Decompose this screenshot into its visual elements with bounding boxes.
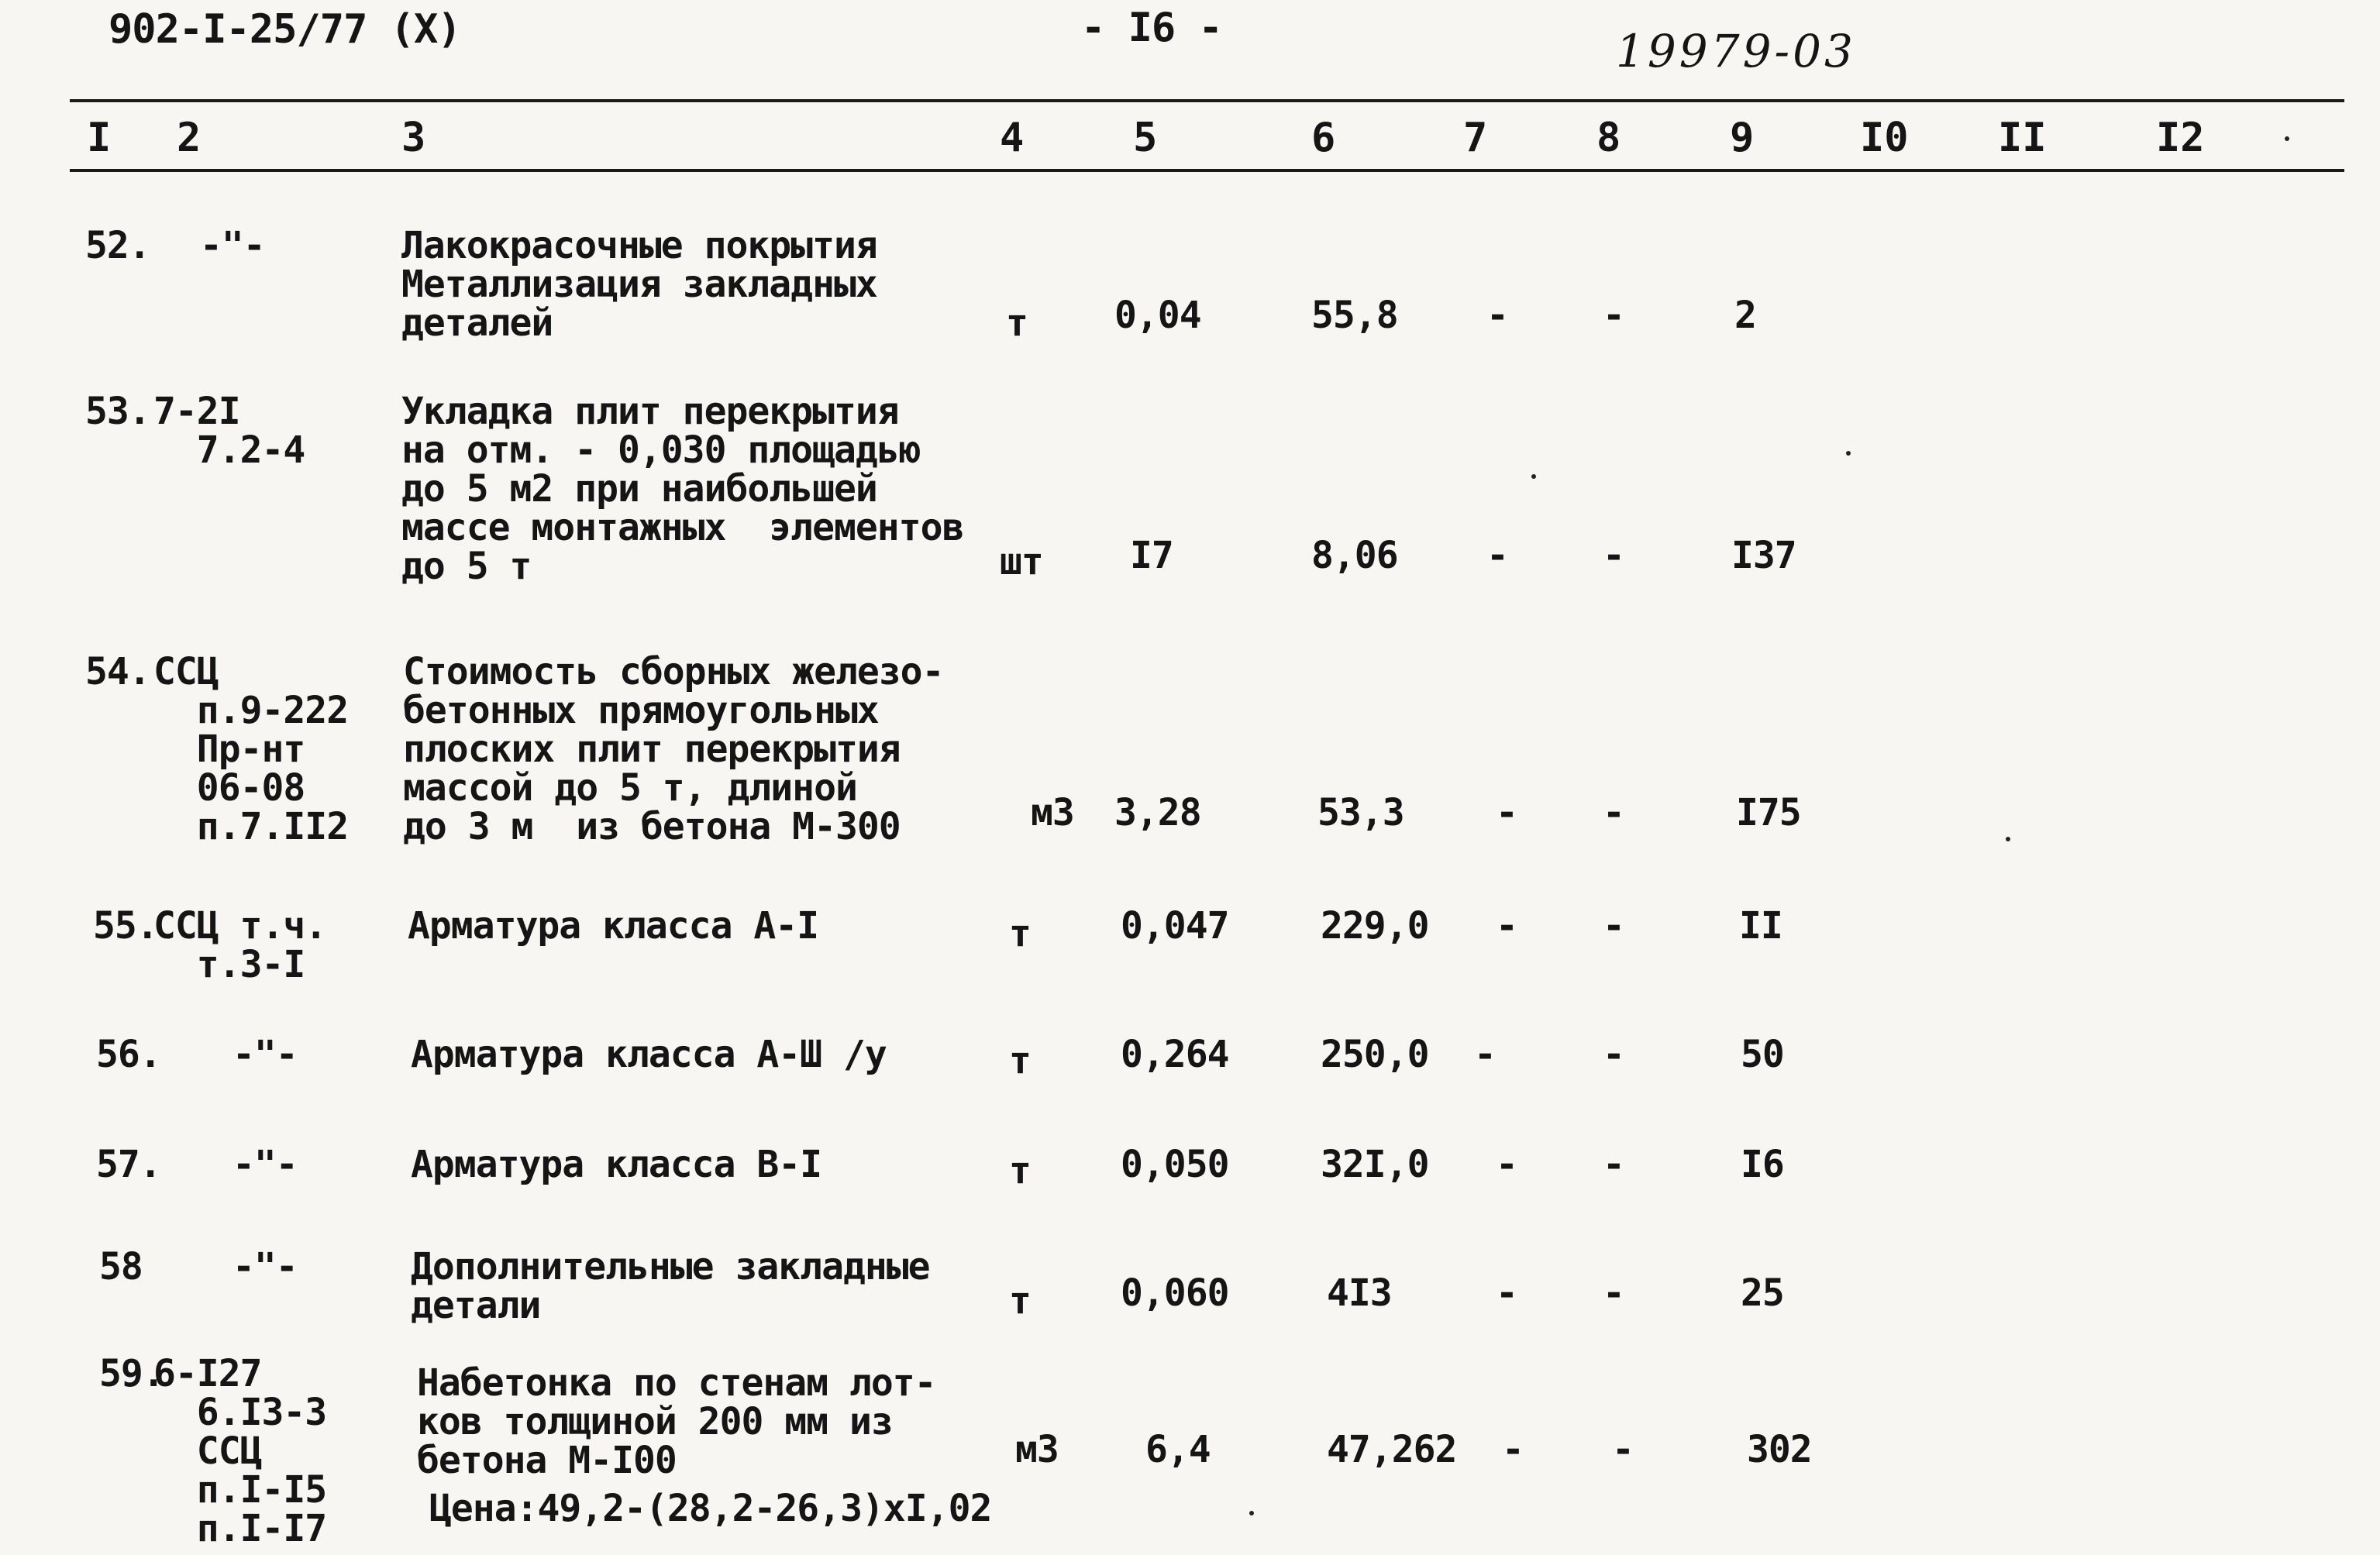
row-59-number: 59.	[99, 1352, 164, 1395]
row-58-col7: -	[1496, 1271, 1517, 1315]
row-57-price: 32I,0	[1321, 1143, 1429, 1186]
row-59-unit: м3	[1015, 1428, 1059, 1471]
header-bottom-rule	[70, 169, 2344, 172]
column-number-5: 5	[1133, 115, 1158, 161]
row-59-price-note: Цена:49,2-(28,2-26,3)хI,02	[429, 1487, 992, 1530]
row-57-description: Арматура класса В-I	[411, 1143, 822, 1186]
scan-speck	[1249, 1511, 1254, 1515]
row-59-description: Набетонка по стенам лот- ков толщиной 200 мм из бетона М-I00	[417, 1361, 936, 1482]
row-54-code: ССЦ п.9-222 Пр-нт 06-08 п.7.II2	[153, 650, 349, 848]
row-53-price: 8,06	[1311, 534, 1398, 577]
row-53-col8: -	[1603, 534, 1624, 577]
row-55-quantity: 0,047	[1121, 904, 1229, 948]
row-54-quantity: 3,28	[1114, 791, 1201, 834]
row-55-col9: II	[1739, 904, 1782, 948]
row-58-code: -"-	[232, 1245, 298, 1288]
row-58-unit: т	[1009, 1279, 1031, 1323]
row-55-code: ССЦ т.ч. т.3-I	[153, 904, 327, 986]
row-59-price: 47,262	[1327, 1428, 1457, 1471]
row-53-col7: -	[1486, 534, 1508, 577]
row-52-number: 52.	[85, 224, 150, 267]
row-54-description: Стоимость сборных железо- бетонных прямоугольных плоских плит перекрытия массой до 5 т, длиной до 3 м из бетона М-300	[403, 650, 944, 848]
row-53-number: 53.	[85, 390, 150, 433]
row-55-col7: -	[1496, 904, 1517, 948]
row-53-unit: шт	[1000, 540, 1043, 583]
row-57-code: -"-	[232, 1143, 298, 1186]
row-55-col8: -	[1603, 904, 1624, 948]
scan-speck	[1531, 474, 1536, 479]
row-56-unit: т	[1009, 1039, 1031, 1082]
row-57-col8: -	[1603, 1143, 1624, 1186]
column-number-10: I0	[1860, 115, 1909, 161]
row-56-number: 56.	[96, 1033, 161, 1076]
column-number-6: 6	[1311, 115, 1336, 161]
row-52-unit: т	[1006, 301, 1028, 345]
row-52-description: Лакокрасочные покрытия Металлизация закладных деталей	[401, 224, 877, 345]
row-56-col9: 50	[1741, 1033, 1784, 1076]
row-52-col7: -	[1486, 294, 1508, 337]
scan-speck	[2006, 837, 2010, 841]
row-54-unit: м3	[1031, 791, 1074, 834]
column-number-7: 7	[1463, 115, 1488, 161]
column-number-1: I	[87, 115, 112, 161]
row-57-quantity: 0,050	[1121, 1143, 1229, 1186]
row-58-description: Дополнительные закладные детали	[411, 1245, 930, 1327]
row-53-code: 7-2I 7.2-4	[153, 390, 305, 472]
row-55-number: 55.	[93, 904, 158, 948]
row-52-col8: -	[1603, 294, 1624, 337]
row-54-price: 53,3	[1317, 791, 1404, 834]
column-number-4: 4	[1000, 115, 1025, 161]
row-52-col9: 2	[1734, 294, 1756, 337]
row-58-quantity: 0,060	[1121, 1271, 1229, 1315]
column-number-3: 3	[401, 115, 426, 161]
row-56-quantity: 0,264	[1121, 1033, 1229, 1076]
scan-speck	[1846, 451, 1851, 456]
row-55-description: Арматура класса А-I	[408, 904, 819, 948]
row-57-col9: I6	[1741, 1143, 1784, 1186]
row-53-description: Укладка плит перекрытия на отм. - 0,030 площадью до 5 м2 при наибольшей массе монтажных элементов до 5 т	[401, 390, 964, 588]
column-number-2: 2	[177, 115, 201, 161]
row-57-unit: т	[1009, 1149, 1031, 1192]
row-56-price: 250,0	[1321, 1033, 1429, 1076]
row-56-col8: -	[1603, 1033, 1624, 1076]
row-58-col8: -	[1603, 1271, 1624, 1315]
column-number-12: I2	[2156, 115, 2205, 161]
document-code: 902-I-25/77 (X)	[108, 6, 461, 53]
row-59-code: 6-I27 6.I3-3 ССЦ п.I-I5 п.I-I7	[153, 1352, 327, 1550]
row-58-number: 58	[99, 1245, 143, 1288]
row-59-quantity: 6,4	[1145, 1428, 1211, 1471]
row-58-col9: 25	[1741, 1271, 1784, 1315]
row-59-col7: -	[1502, 1428, 1524, 1471]
row-53-quantity: I7	[1130, 534, 1173, 577]
column-number-11: II	[1998, 115, 2047, 161]
row-53-col9: I37	[1731, 534, 1796, 577]
row-56-code: -"-	[232, 1033, 298, 1076]
row-59-col9: 302	[1747, 1428, 1812, 1471]
row-55-price: 229,0	[1321, 904, 1429, 948]
row-52-price: 55,8	[1311, 294, 1398, 337]
row-57-col7: -	[1496, 1143, 1517, 1186]
page-number: - I6 -	[1081, 5, 1222, 51]
scan-speck	[2285, 136, 2289, 141]
row-54-col7: -	[1496, 791, 1517, 834]
row-54-col9: I75	[1736, 791, 1801, 834]
row-54-number: 54.	[85, 650, 150, 693]
column-number-9: 9	[1730, 115, 1755, 161]
header-top-rule	[70, 99, 2344, 102]
row-58-price: 4I3	[1327, 1271, 1392, 1315]
row-56-col7: -	[1474, 1033, 1496, 1076]
row-54-col8: -	[1603, 791, 1624, 834]
column-number-8: 8	[1596, 115, 1621, 161]
row-56-description: Арматура класса А-Ш /у	[411, 1033, 887, 1076]
row-52-quantity: 0,04	[1114, 294, 1201, 337]
row-57-number: 57.	[96, 1143, 161, 1186]
handwritten-number: 19979-03	[1616, 25, 1856, 77]
row-52-code: -"-	[200, 224, 265, 267]
row-55-unit: т	[1009, 912, 1031, 955]
row-59-col8: -	[1612, 1428, 1634, 1471]
